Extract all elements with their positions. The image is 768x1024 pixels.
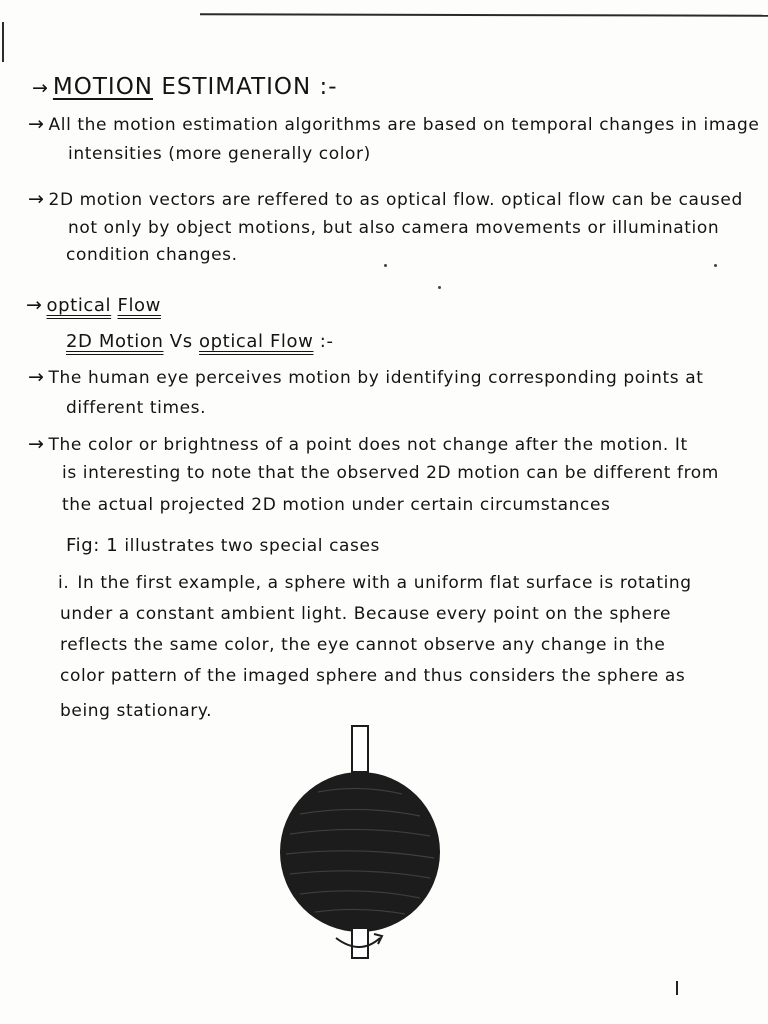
case-1-line-1 (58, 575, 692, 592)
arrow-icon: → (32, 77, 49, 99)
pen-mark (384, 264, 387, 267)
bullet-1-text-1: All the motion estimation algorithms are based on temporal changes in image (48, 115, 760, 135)
subheading-2d-vs-optical (66, 333, 334, 351)
figure-caption-label: Fig: 1 (66, 535, 119, 556)
bullet-4-text-1: The color or brightness of a point does not change after the motion. It (48, 435, 688, 455)
bullet-3-line-1 (28, 368, 704, 387)
title-suffix: :- (319, 74, 338, 100)
page-top-edge (200, 13, 768, 16)
case-1-line-4: color pattern of the imaged sphere and thus considers the sphere as (60, 666, 686, 686)
page-title (32, 76, 338, 99)
bullet-1-line-2: intensities (more generally color) (68, 144, 371, 164)
bullet-1-line-1 (28, 115, 759, 134)
page-mark (676, 981, 678, 995)
section-word-flow: Flow (117, 295, 161, 316)
subheading-suffix: :- (319, 331, 334, 352)
subheading-vs: Vs (169, 331, 193, 352)
title-word-motion: MOTION (52, 74, 154, 100)
bullet-4-line-2: is interesting to note that the observed 2D motion can be different from (62, 463, 719, 483)
bullet-4-line-1 (28, 435, 688, 454)
case-1-line-3: reflects the same color, the eye cannot observe any change in the (60, 635, 666, 655)
case-1-text-1: In the first example, a sphere with a uniform flat surface is rotating (77, 573, 692, 593)
case-1-line-2: under a constant ambient light. Because every point on the sphere (60, 604, 672, 624)
bullet-2-line-3: condition changes. (66, 245, 238, 265)
section-heading-optical-flow (26, 296, 161, 315)
figure-caption (66, 537, 380, 555)
arrow-icon: → (26, 294, 43, 316)
case-1-line-5: being stationary. (60, 701, 213, 721)
subheading-optical-flow: optical Flow (199, 331, 314, 352)
arrow-icon: → (28, 113, 45, 135)
arrow-icon: → (28, 188, 45, 210)
page-left-edge (2, 22, 4, 62)
subheading-2d-motion: 2D Motion (66, 331, 164, 352)
title-word-estimation: ESTIMATION (161, 74, 312, 100)
figure-caption-text: illustrates two special cases (124, 536, 381, 556)
arrow-icon: → (28, 433, 45, 455)
pen-mark (438, 286, 441, 289)
bullet-3-text-1: The human eye perceives motion by identifying corresponding points at (48, 368, 704, 388)
axis-bottom (352, 928, 368, 958)
bullet-2-text-1: 2D motion vectors are reffered to as optical flow. optical flow can be caused (48, 190, 743, 210)
case-1-numeral: i. (58, 573, 70, 593)
arrow-icon: → (28, 366, 45, 388)
bullet-2-line-1 (28, 190, 743, 209)
pen-mark (714, 264, 717, 267)
axis-top (352, 726, 368, 772)
rotating-sphere-icon (270, 724, 450, 974)
section-word-optical: optical (46, 295, 112, 316)
sphere-figure (270, 724, 450, 974)
bullet-3-line-2: different times. (66, 398, 207, 418)
bullet-4-line-3: the actual projected 2D motion under certain circumstances (62, 495, 611, 515)
bullet-2-line-2: not only by object motions, but also camera movements or illumination (68, 218, 720, 238)
